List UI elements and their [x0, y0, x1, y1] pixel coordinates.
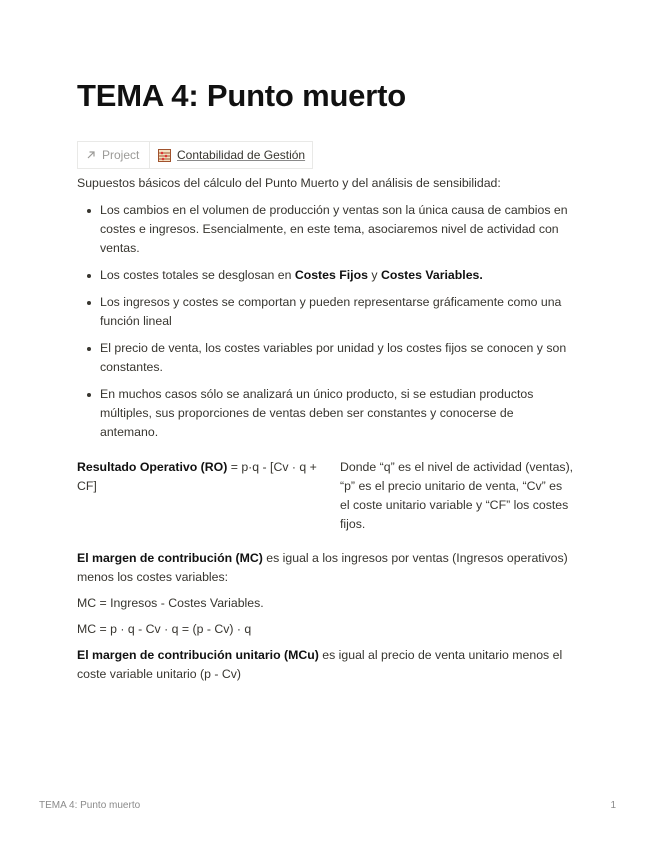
page-number: 1	[610, 800, 616, 811]
property-key	[78, 142, 150, 168]
intro-text: Supuestos básicos del cálculo del Punto Muerto y del análisis de sensibilidad:	[77, 176, 501, 190]
assumptions-list	[77, 201, 575, 450]
project-property[interactable]	[77, 141, 313, 169]
page-title: TEMA 4: Punto muerto	[77, 78, 406, 113]
formula-columns	[77, 458, 575, 534]
list-item: Los ingresos y costes se comportan y pueden representarse gráficamente como una función lineal	[100, 293, 575, 331]
project-link[interactable]: Contabilidad de Gestión	[177, 148, 306, 162]
formula-text: Resultado Operativo (RO) = p·q - [Cv · q + CF]	[77, 460, 317, 493]
mc-equation-1: MC = Ingresos - Costes Variables.	[77, 596, 264, 610]
formula-note: Donde “q” es el nivel de actividad (ventas), “p” es el precio unitario de venta, “Cv” es el coste unitario variable y “CF” los costes fijos.	[340, 460, 574, 531]
abacus-icon	[158, 149, 171, 162]
list-item: Los costes totales se desglosan en Costes Fijos y Costes Variables.	[100, 266, 575, 285]
property-key-label: Project	[102, 148, 140, 162]
list-item: En muchos casos sólo se analizará un único producto, si se estudian productos múltiples, sus proporciones de ventas deben ser constantes y conocerse de antemano.	[100, 385, 575, 442]
mc-equation-2: MC = p · q - Cv · q = (p - Cv) · q	[77, 622, 252, 636]
arrow-up-right-icon	[86, 150, 96, 160]
mc-definition: El margen de contribución (MC) es igual a los ingresos por ventas (Ingresos operativos) menos los costes variables:	[77, 551, 568, 584]
property-value[interactable]	[150, 142, 312, 168]
list-item: Los cambios en el volumen de producción y ventas son la única causa de cambios en costes e ingresos. Esencialmente, en este tema, asociaremos nivel de actividad con ventas.	[100, 201, 575, 258]
footer-title: TEMA 4: Punto muerto	[39, 800, 141, 811]
list-item: El precio de venta, los costes variables por unidad y los costes fijos se conocen y son constantes.	[100, 339, 575, 377]
mcu-definition: El margen de contribución unitario (MCu) es igual al precio de venta unitario menos el coste variable unitario (p - Cv)	[77, 648, 563, 681]
